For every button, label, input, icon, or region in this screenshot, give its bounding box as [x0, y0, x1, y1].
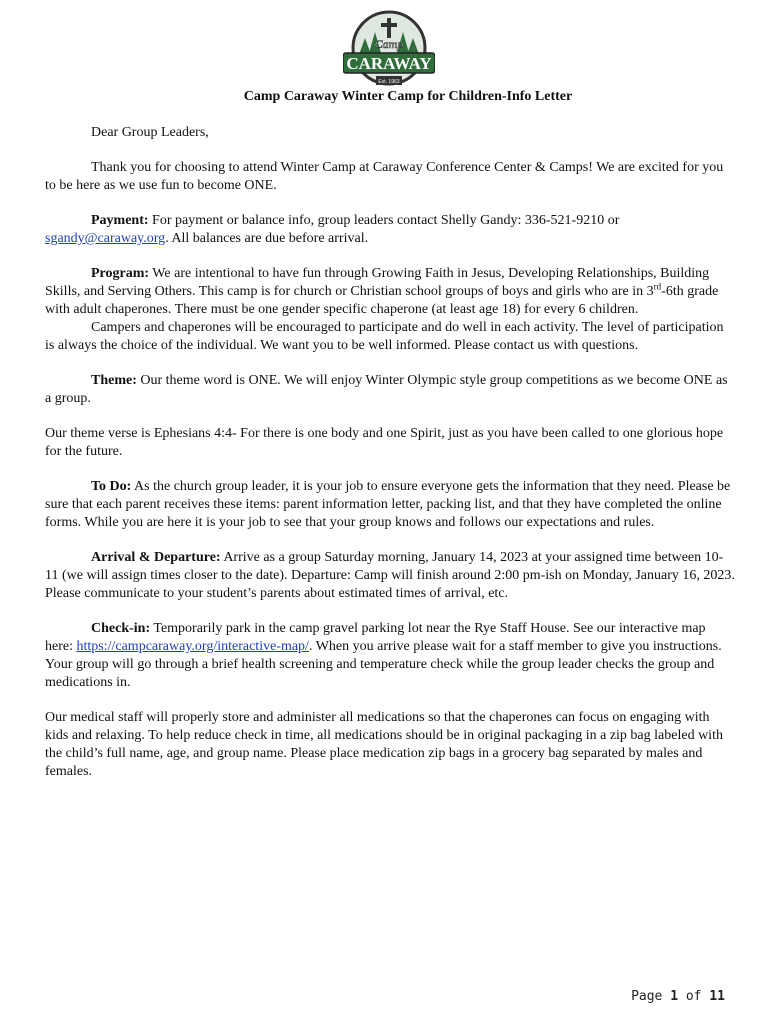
program-text-2: -6th grade with adult chaperones. There must be one gender specific chaperone (at least age 18) for every 6 children. — [45, 284, 719, 317]
logo-camp-text: Camp — [374, 37, 404, 51]
footer-total-pages: 11 — [709, 989, 725, 1004]
program-paragraph — [45, 265, 735, 319]
arrival-text: Arrive as a group Saturday morning, January 14, 2023 at your assigned time between 10-11 (we will assign times closer to the date). Departure: Camp will finish around 2:00 pm-ish on Monday, January 16, 2023. Please communicate to your student’s parents about estimated times of arrival, etc. — [45, 550, 735, 601]
checkin-text: Temporarily park in the camp gravel parking lot near the Rye Staff House. See our interactive map here: — [45, 621, 706, 654]
letter-body — [45, 124, 735, 798]
todo-text: As the church group leader, it is your job to ensure everyone gets the information that they need. Please be sure that each parent receives these items: parent information letter, packing list, and that they have completed the online forms. While you are here it is your job to see that your group knows and follows our expectations and rules. — [45, 479, 731, 530]
logo-cross-horizontal — [381, 23, 397, 27]
todo-label: To Do: — [91, 479, 132, 494]
logo-est-text: Est. 1963 — [378, 79, 400, 85]
logo-caraway-text: CARAWAY — [346, 54, 432, 73]
program-paragraph-2: Campers and chaperones will be encouraged to participate and do well in each activity. The level of participation is always the choice of the individual. We want you to be well informed. Please contact us with questions. — [45, 320, 724, 353]
payment-after: . All balances are due before arrival. — [165, 231, 369, 246]
page-number-footer — [631, 988, 725, 1006]
arrival-paragraph — [45, 549, 735, 603]
payment-label: Payment: — [91, 213, 149, 228]
letter-title: Camp Caraway Winter Camp for Children-Info Letter — [243, 89, 573, 104]
payment-paragraph — [45, 212, 735, 248]
greeting: Dear Group Leaders, — [91, 125, 209, 140]
footer-prefix: Page — [631, 989, 671, 1004]
theme-paragraph — [45, 372, 735, 408]
footer-current-page: 1 — [670, 989, 679, 1004]
payment-email-link[interactable]: sgandy@caraway.org — [45, 231, 166, 246]
medical-paragraph: Our medical staff will properly store and administer all medications so that the chaperones can focus on engaging with kids and relaxing. To help reduce check in time, all medications should be in original packaging in a zip bag labeled with the child’s full name, age, and group name. Please place medication zip bags in a grocery bag separated by males and females. — [45, 710, 723, 779]
program-superscript: rd — [653, 281, 662, 292]
interactive-map-link[interactable]: https://campcaraway.org/interactive-map/ — [76, 639, 309, 654]
payment-text: For payment or balance info, group leaders contact Shelly Gandy: 336-521-9210 or — [148, 213, 620, 228]
arrival-label: Arrival & Departure: — [91, 550, 221, 565]
logo-cross-vertical — [387, 18, 391, 38]
theme-text: Our theme word is ONE. We will enjoy Winter Olympic style group competitions as we become ONE as a group. — [45, 373, 728, 406]
footer-of: of — [678, 989, 710, 1004]
theme-label: Theme: — [91, 373, 137, 388]
checkin-label: Check-in: — [91, 621, 151, 636]
program-label: Program: — [91, 266, 150, 281]
checkin-paragraph — [45, 620, 735, 692]
checkin-after: . When you arrive please wait for a staff member to give you instructions. Your group will go through a brief health screening and temperature check while the group leader checks the group and medications in. — [45, 639, 722, 690]
intro-paragraph: Thank you for choosing to attend Winter Camp at Caraway Conference Center & Camps! We are excited for you to be here as we use fun to become ONE. — [45, 160, 724, 193]
todo-paragraph — [45, 478, 735, 532]
camp-caraway-logo — [343, 10, 435, 90]
theme-verse-paragraph: Our theme verse is Ephesians 4:4- For there is one body and one Spirit, just as you have been called to one glorious hope for the future. — [45, 426, 724, 459]
program-text-1: We are intentional to have fun through Growing Faith in Jesus, Developing Relationships, Building Skills, and Serving Others. This camp is for church or Christian school groups of boys and girls who are in 3 — [45, 266, 710, 299]
